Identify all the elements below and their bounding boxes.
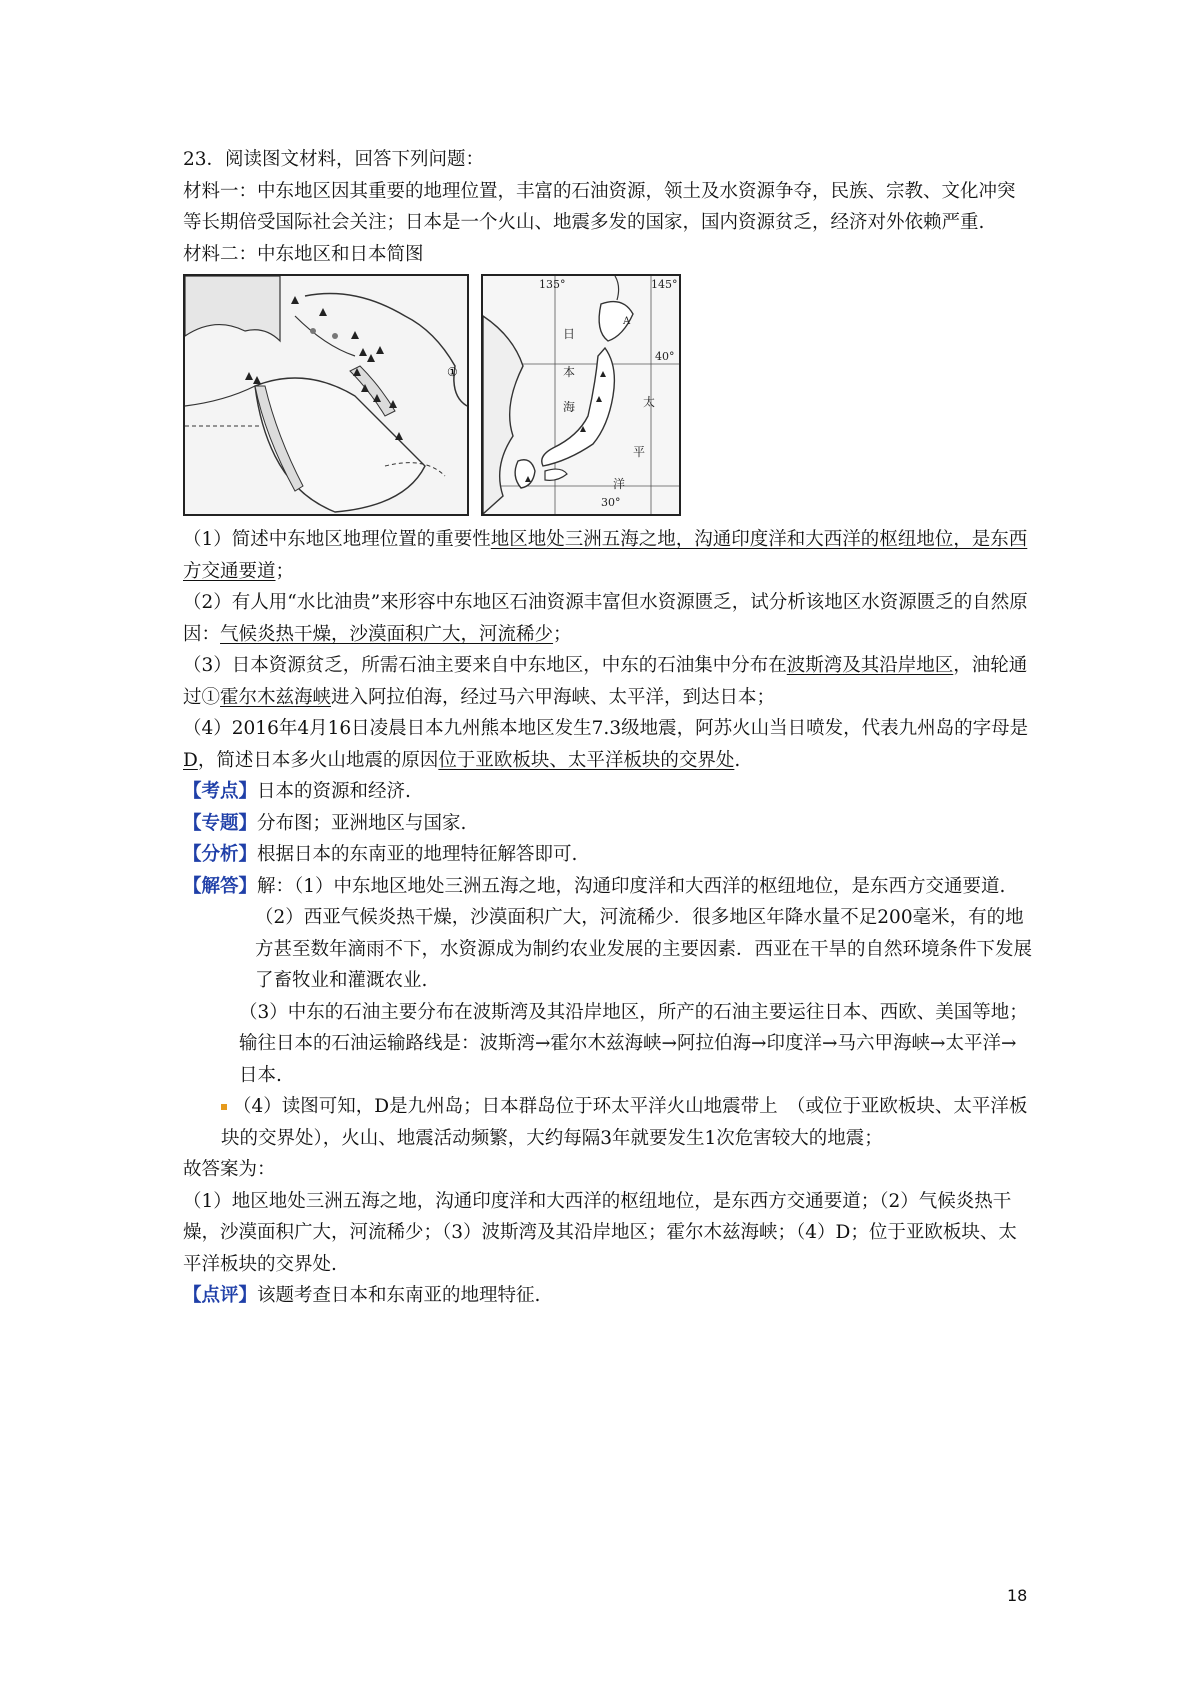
middle-east-map (183, 274, 469, 516)
answer-q2: 气候炎热干燥，沙漠面积广大，河流稀少 (220, 623, 554, 645)
jieda-line-2: （2）西亚气候炎热干燥，沙漠面积广大，河流稀少．很多地区年降水量不足200毫米，有的地方甚至数年滴雨不下，水资源成为制约农业发展的主要因素．西亚在干旱的自然环境条件下发展了畜牧业和灌溉农业. (255, 907, 1033, 991)
question-title: 23．阅读图文材料，回答下列问题： (183, 149, 485, 170)
sea-char-1: 日 (563, 327, 576, 341)
ocean-char-1: 太 (643, 395, 656, 409)
strait-marker-label: ① (447, 365, 458, 379)
lat-label-40: 40° (655, 350, 675, 363)
page-number: 18 (1007, 1586, 1028, 1605)
jieda-tag: 【解答】 (183, 875, 258, 897)
fenxi-tag: 【分析】 (183, 844, 258, 865)
answer-intro: 故答案为： (183, 1159, 276, 1180)
sub-question-3: （3）日本资源贫乏，所需石油主要来自中东地区，中东的石油集中分布在波斯湾及其沿岸地区，油轮通过①霍尔木兹海峡进入阿拉伯海，经过马六甲海峡、太平洋，到达日本； (183, 655, 1028, 708)
sub-question-1: （1）简述中东地区地理位置的重要性地区地处三洲五海之地，沟通印度洋和大西洋的枢纽地位，是东西方交通要道； (183, 529, 1028, 582)
sub-question-2: （2）有人用“水比油贵”来形容中东地区石油资源丰富但水资源匮乏，试分析该地区水资源匮乏的自然原因：气候炎热干燥，沙漠面积广大，河流稀少； (183, 592, 1028, 645)
map-figures (183, 274, 1033, 518)
lon-label-145: 145° (651, 278, 678, 291)
lat-label-30: 30° (601, 496, 621, 509)
zhuanti-line: 【专题】分布图；亚洲地区与国家. (183, 812, 467, 834)
orange-mark (221, 1104, 227, 1110)
dianping-tag: 【点评】 (183, 1285, 258, 1306)
region-a-label: A (623, 316, 631, 327)
jieda-line-1: 【解答】解：（1）中东地区地处三洲五海之地，沟通印度洋和大西洋的枢纽地位，是东西方交通要道. (183, 875, 1006, 897)
answer-q4-a: D (183, 749, 198, 771)
kaodian-line: 【考点】日本的资源和经济. (183, 781, 411, 802)
material-two: 材料二：中东地区和日本简图 (183, 243, 424, 265)
kaodian-tag: 【考点】 (183, 781, 258, 802)
answer-q3-b: 霍尔木兹海峡 (220, 686, 332, 708)
question-content (183, 144, 1033, 1312)
answer-q1: 地区地处三洲五海之地，沟通印度洋和大西洋的枢纽地位，是东西方交通要道 (183, 529, 1028, 582)
ocean-char-2: 平 (633, 445, 646, 459)
sub-question-4: （4）2016年4月16日凌晨日本九州熊本地区发生7.3级地震，阿苏火山当日喷发，代表九州岛的字母是D，简述日本多火山地震的原因位于亚欧板块、太平洋板块的交界处. (183, 718, 1029, 771)
sea-char-3: 海 (563, 400, 576, 414)
answer-q3-a: 波斯湾及其沿岸地区 (786, 655, 954, 676)
answer-full: （1）地区地处三洲五海之地，沟通印度洋和大西洋的枢纽地位，是东西方交通要道；（2）气候炎热干燥，沙漠面积广大，河流稀少；（3）波斯湾及其沿岸地区；霍尔木兹海峡；（4）D；位于亚欧板块、太平洋板块的交界处. (183, 1190, 1017, 1275)
fenxi-line: 【分析】根据日本的东南亚的地理特征解答即可. (183, 844, 578, 865)
material-one: 材料一：中东地区因其重要的地理位置，丰富的石油资源，领土及水资源争夺，民族、宗教、文化冲突等长期倍受国际社会关注；日本是一个火山、地震多发的国家，国内资源贫乏，经济对外依赖严重. (183, 180, 1016, 233)
ocean-char-3: 洋 (613, 477, 626, 491)
jieda-line-4: （4）读图可知，D是九州岛；日本群岛位于环太平洋火山地震带上 （或位于亚欧板块、太平洋板块的交界处），火山、地震活动频繁，大约每隔3年就要发生1次危害较大的地震； (221, 1096, 1028, 1149)
lon-label-135: 135° (539, 278, 566, 291)
japan-map (481, 274, 681, 516)
sea-char-2: 本 (563, 365, 576, 379)
jieda-line-3: （3）中东的石油主要分布在波斯湾及其沿岸地区，所产的石油主要运往日本、西欧、美国等地；输往日本的石油运输路线是：波斯湾→霍尔木兹海峡→阿拉伯海→印度洋→马六甲海峡→太平洋→日本. (239, 1001, 1028, 1086)
dianping-line: 【点评】该题考查日本和东南亚的地理特征. (183, 1285, 541, 1306)
zhuanti-tag: 【专题】 (183, 812, 258, 834)
answer-q4-b: 位于亚欧板块、太平洋板块的交界处 (438, 749, 735, 771)
